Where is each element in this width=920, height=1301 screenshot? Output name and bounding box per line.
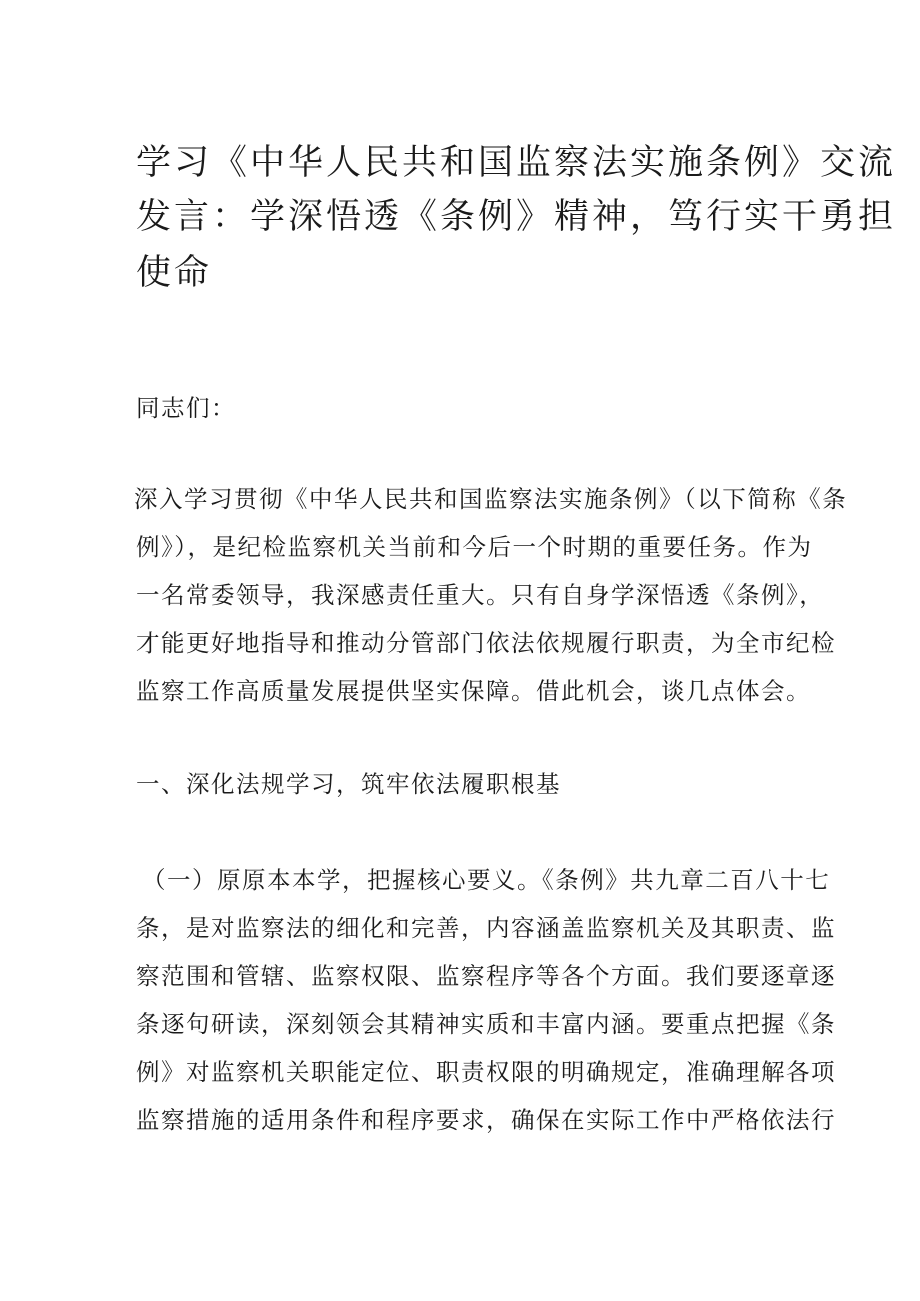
intro-line-4: 才能更好地指导和推动分管部门依法依规履行职责，为全市纪检 [136, 629, 836, 657]
section-line-4: 条逐句研读，深刻领会其精神实质和丰富内涵。要重点把握《条 [136, 1010, 836, 1038]
section-line-2: 条，是对监察法的细化和完善，内容涵盖监察机关及其职责、监 [136, 914, 836, 942]
section-line-1: （一）原原本本学，把握核心要义。《条例》共九章二百八十七 [142, 866, 831, 894]
intro-line-2: 例》），是纪检监察机关当前和今后一个时期的重要任务。作为 [136, 533, 813, 561]
section-heading: 一、深化法规学习，筑牢依法履职根基 [136, 770, 561, 798]
salutation: 同志们： [136, 394, 236, 422]
intro-line-1: 深入学习贯彻《中华人民共和国监察法实施条例》（以下简称《条 [134, 485, 848, 513]
section-line-6: 监察措施的适用条件和程序要求，确保在实际工作中严格依法行 [136, 1106, 836, 1134]
document-title-line-1: 学习《中华人民共和国监察法实施条例》交流 [136, 143, 897, 183]
intro-line-5: 监察工作高质量发展提供坚实保障。借此机会，谈几点体会。 [136, 677, 811, 705]
document-title-line-3: 使命 [136, 253, 213, 293]
document-title-line-2: 发言：学深悟透《条例》精神，笃行实干勇担 [136, 197, 897, 237]
section-line-3: 察范围和管辖、监察权限、监察程序等各个方面。我们要逐章逐 [136, 962, 836, 990]
section-line-5: 例》对监察机关职能定位、职责权限的明确规定，准确理解各项 [136, 1058, 836, 1086]
intro-line-3: 一名常委领导，我深感责任重大。只有自身学深悟透《条例》， [136, 581, 825, 609]
